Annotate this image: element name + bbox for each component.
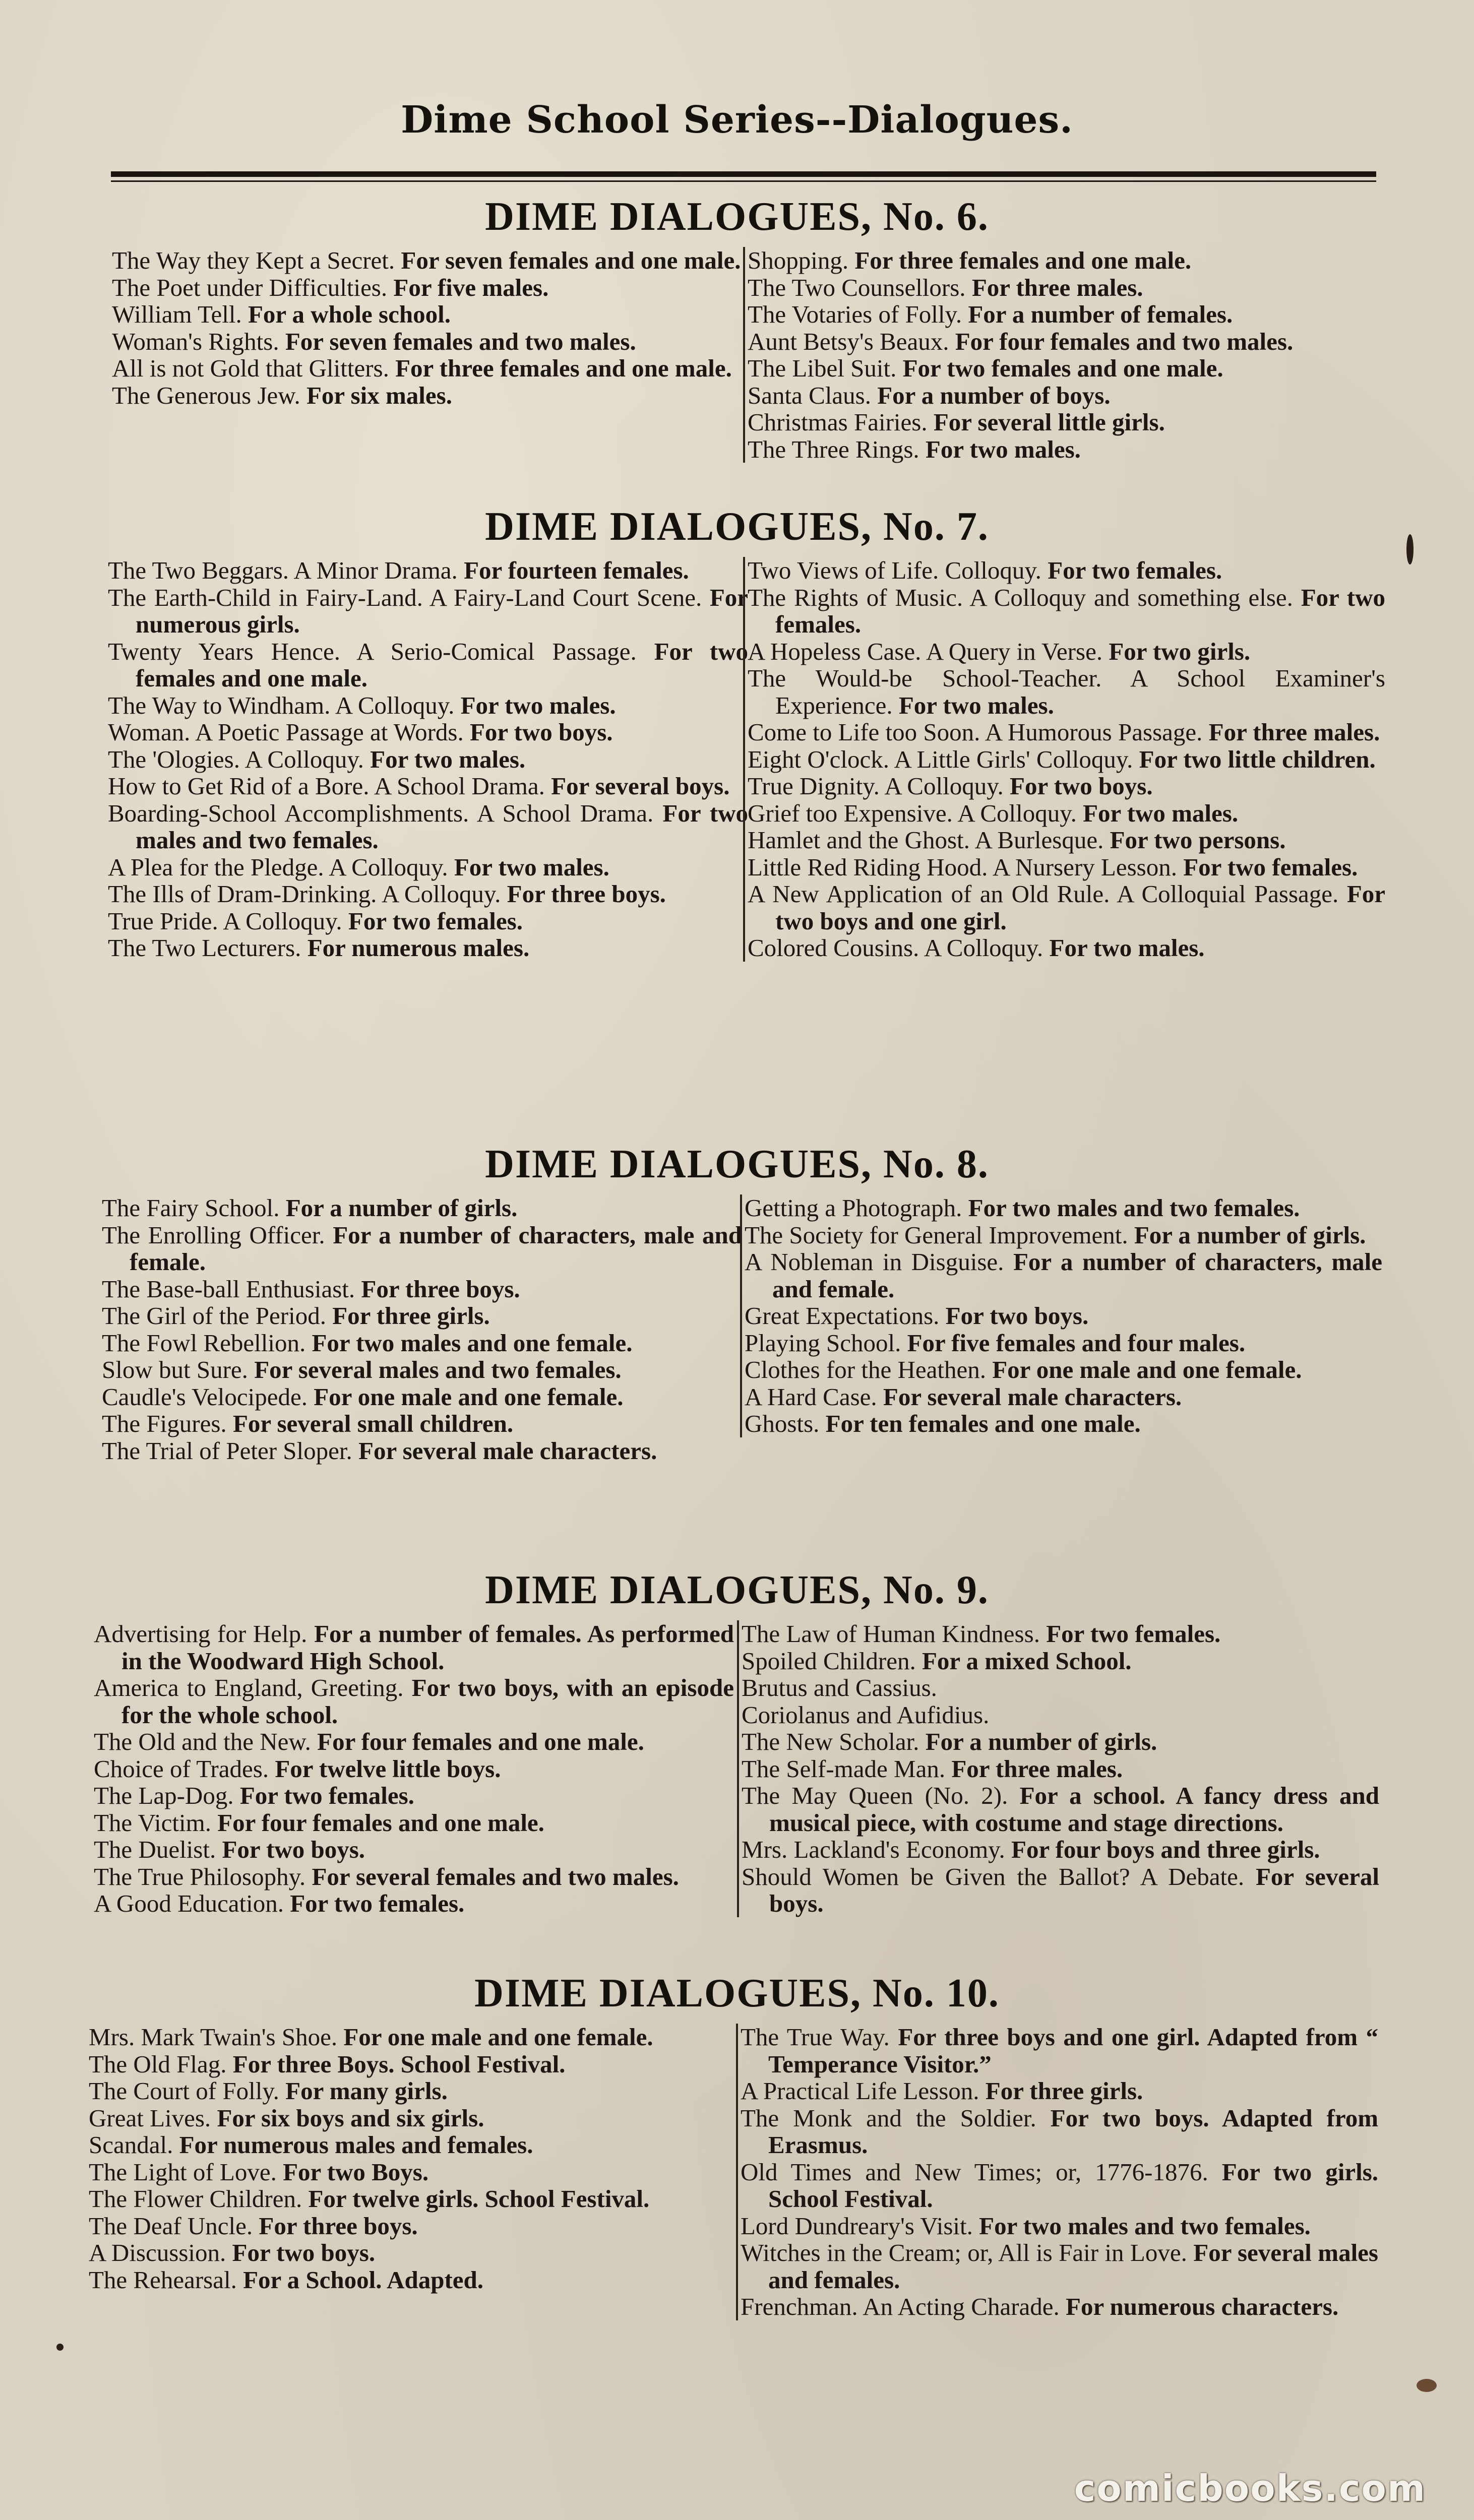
dialogue-cast: For six boys and six girls.: [217, 2104, 484, 2132]
dialogue-cast: For two males and two females.: [968, 1194, 1300, 1222]
dialogue-cast: For three boys.: [361, 1275, 520, 1303]
dialogue-cast: For four females and one male.: [317, 1728, 644, 1755]
dialogue-cast: For three girls.: [985, 2077, 1143, 2105]
dialogue-entry: [745, 409, 1385, 436]
dialogue-entry: [738, 2293, 1378, 2320]
ink-mark: [1406, 534, 1414, 564]
dialogue-title: The Law of Human Kindness.: [742, 1620, 1040, 1648]
dialogue-entry: [745, 934, 1385, 962]
dialogue-cast: For two females.: [239, 1782, 414, 1809]
dialogue-cast: For three boys.: [259, 2212, 418, 2240]
dialogue-entry: [108, 557, 748, 584]
dialogue-cast: For numerous males and females.: [179, 2131, 533, 2159]
dialogue-cast: For two males and two females.: [136, 799, 748, 854]
dialogue-entry: [739, 1702, 1379, 1729]
dialogue-cast: For two boys.: [1010, 772, 1153, 800]
dialogue-entry: [102, 1437, 742, 1465]
watermark: comicbooks.com: [1074, 2467, 1426, 2509]
dialogue-cast: For three boys.: [507, 880, 666, 908]
dialogue-title: Brutus and Cassius.: [742, 1674, 937, 1702]
dialogue-cast: For two boys. Adapted from Erasmus.: [768, 2104, 1379, 2159]
dialogue-cast: For five males.: [393, 273, 549, 301]
dialogue-cast: For two girls. School Festival.: [768, 2158, 1379, 2213]
dialogue-entry: [89, 2024, 729, 2051]
dialogue-entry: [112, 247, 752, 274]
dialogue-entry: [89, 2105, 729, 2132]
dialogue-title: Slow but Sure.: [102, 1356, 248, 1383]
dialogue-entry: [745, 301, 1385, 328]
dialogue-entry: [112, 301, 752, 328]
dialogue-title: Come to Life too Soon. A Humorous Passage.: [748, 718, 1203, 746]
dialogue-entry: [108, 854, 748, 881]
dialogue-entry: [94, 1728, 734, 1755]
dialogue-title: The Base-ball Enthusiast.: [102, 1275, 355, 1303]
dialogue-entry: [738, 2077, 1378, 2105]
dialogue-entry: [745, 719, 1385, 746]
dialogue-title: Eight O'clock. A Little Girls' Colloquy.: [748, 745, 1133, 773]
dialogue-entry: [108, 800, 748, 854]
dialogue-title: Choice of Trades.: [94, 1754, 269, 1783]
dialogue-title: The Self-made Man.: [742, 1754, 946, 1783]
dialogue-entry: [94, 1674, 734, 1728]
dialogue-cast: For two boys.: [469, 718, 613, 746]
dialogue-entry: [745, 355, 1385, 382]
dialogue-cast: For three males.: [951, 1754, 1123, 1783]
dialogue-title: Colored Cousins. A Colloquy.: [748, 934, 1043, 962]
dialogue-title: A Good Education.: [94, 1889, 284, 1917]
dialogue-entry: [108, 692, 748, 719]
section-right-column: [740, 1194, 1382, 1437]
dialogue-entry: [89, 2051, 729, 2078]
dialogue-cast: For one male and one female.: [343, 2023, 653, 2051]
dialogue-title: The Generous Jew.: [112, 381, 300, 409]
dialogue-entry: [738, 2159, 1378, 2213]
dialogue-entry: [742, 1330, 1382, 1357]
dialogue-title: Little Red Riding Hood. A Nursery Lesson.: [748, 853, 1177, 881]
dialogue-title: Spoiled Children.: [742, 1647, 916, 1675]
dialogue-cast: For three females and one male.: [395, 354, 732, 382]
section-left-column: [89, 2024, 729, 2293]
dialogue-entry: [102, 1330, 742, 1357]
dialogue-entry: [745, 638, 1385, 665]
dialogue-title: The Poet under Difficulties.: [112, 273, 388, 301]
dialogue-cast: For two males and one female.: [312, 1329, 633, 1357]
dialogue-cast: For two boys.: [222, 1836, 365, 1863]
dialogue-cast: For twelve girls. School Festival.: [308, 2185, 650, 2213]
dialogue-entry: [742, 1410, 1382, 1437]
dialogue-title: Frenchman. An Acting Charade.: [741, 2293, 1060, 2320]
dialogue-title: Mrs. Mark Twain's Shoe.: [89, 2023, 338, 2051]
dialogue-entry: [94, 1620, 734, 1674]
dialogue-entry: [94, 1863, 734, 1891]
dialogue-entry: [89, 2159, 729, 2186]
dialogue-entry: [739, 1620, 1379, 1648]
dialogue-title: Advertising for Help.: [94, 1620, 308, 1648]
dialogue-entry: [108, 746, 748, 773]
dialogue-cast: For four boys and three girls.: [1011, 1836, 1320, 1863]
dialogue-entry: [102, 1276, 742, 1303]
dialogue-entry: [745, 274, 1385, 301]
dialogue-title: Twenty Years Hence. A Serio-Comical Passage.: [108, 637, 637, 665]
dialogue-entry: [739, 1863, 1379, 1917]
dialogue-title: A Nobleman in Disguise.: [745, 1248, 1004, 1276]
dialogue-title: Christmas Fairies.: [748, 408, 928, 436]
dialogue-cast: For three Boys. School Festival.: [232, 2050, 566, 2078]
dialogue-cast: For four females and two males.: [955, 327, 1294, 355]
dialogue-entry: [739, 1674, 1379, 1702]
dialogue-cast: For two females.: [290, 1889, 465, 1917]
dialogue-entry: [745, 773, 1385, 800]
dialogue-entry: [102, 1356, 742, 1383]
section-left-column: [102, 1194, 742, 1464]
ink-mark: [1417, 2379, 1437, 2392]
dialogue-entry: [94, 1836, 734, 1863]
dialogue-cast: For a number of characters, male and female.: [130, 1221, 743, 1276]
dialogue-cast: For a number of girls.: [925, 1728, 1157, 1755]
dialogue-cast: For several male characters.: [883, 1382, 1182, 1411]
dialogue-title: The Two Lecturers.: [108, 934, 301, 962]
dialogue-cast: For a number of females. As performed in the Woodward High School.: [121, 1620, 734, 1675]
dialogue-cast: For several boys.: [551, 772, 730, 800]
dialogue-title: A Plea for the Pledge. A Colloquy.: [108, 853, 448, 881]
dialogue-title: Boarding-School Accomplishments. A School Drama.: [108, 799, 654, 827]
dialogue-title: The Way to Windham. A Colloquy.: [108, 691, 455, 719]
dialogue-cast: For several little girls.: [933, 408, 1165, 436]
dialogue-entry: [102, 1222, 742, 1276]
dialogue-cast: For two males.: [454, 853, 609, 881]
dialogue-cast: For six males.: [306, 381, 452, 409]
dialogue-cast: For three females and one male.: [854, 246, 1192, 274]
dialogue-title: Two Views of Life. Colloquy.: [748, 556, 1041, 584]
dialogue-title: Lord Dundreary's Visit.: [741, 2212, 973, 2240]
dialogue-title: The True Philosophy.: [94, 1862, 306, 1891]
dialogue-cast: For a number of characters, male and female.: [772, 1248, 1383, 1303]
dialogue-entry: [745, 436, 1385, 463]
section-left-column: [108, 557, 748, 962]
dialogue-title: The Trial of Peter Sloper.: [102, 1436, 352, 1465]
dialogue-title: The Way they Kept a Secret.: [112, 246, 395, 274]
dialogue-title: The Girl of the Period.: [102, 1302, 326, 1330]
dialogue-cast: For several females and two males.: [312, 1862, 679, 1891]
dialogue-title: The Votaries of Folly.: [748, 300, 962, 328]
dialogue-entry: [102, 1410, 742, 1437]
dialogue-entry: [738, 2239, 1378, 2293]
dialogue-entry: [742, 1248, 1382, 1302]
dialogue-entry: [742, 1222, 1382, 1249]
page-header: Dime School Series--Dialogues.: [401, 98, 1073, 142]
dialogue-entry: [739, 1836, 1379, 1863]
dialogue-entry: [89, 2239, 729, 2266]
dialogue-cast: For several males and two females.: [254, 1356, 622, 1383]
dialogue-title: Grief too Expensive. A Colloquy.: [748, 799, 1077, 827]
dialogue-cast: For a School. Adapted.: [243, 2265, 484, 2294]
dialogue-cast: For numerous males.: [307, 934, 530, 962]
dialogue-entry: [108, 773, 748, 800]
dialogue-entry: [112, 274, 752, 301]
dialogue-title: The Duelist.: [94, 1836, 216, 1863]
dialogue-title: The Three Rings.: [748, 435, 919, 463]
dialogue-entry: [89, 2266, 729, 2294]
dialogue-entry: [745, 665, 1385, 719]
dialogue-entry: [745, 880, 1385, 934]
dialogue-cast: For numerous characters.: [1066, 2293, 1339, 2320]
dialogue-title: Scandal.: [89, 2131, 173, 2159]
dialogue-title: The Court of Folly.: [89, 2077, 279, 2105]
dialogue-title: Santa Claus.: [748, 381, 871, 409]
dialogue-entry: [94, 1782, 734, 1809]
dialogue-entry: [102, 1194, 742, 1222]
dialogue-cast: For two males.: [370, 745, 526, 773]
dialogue-cast: For two males.: [460, 691, 616, 719]
dialogue-title: The Enrolling Officer.: [102, 1221, 325, 1249]
dialogue-cast: For two females.: [348, 907, 523, 935]
dialogue-title: The Libel Suit.: [748, 354, 897, 382]
dialogue-entry: [745, 584, 1385, 638]
dialogue-entry: [108, 719, 748, 746]
dialogue-entry: [89, 2131, 729, 2159]
dialogue-title: William Tell.: [112, 300, 242, 328]
dialogue-cast: For two females.: [1183, 853, 1358, 881]
dialogue-entry: [742, 1356, 1382, 1383]
dialogue-entry: [112, 382, 752, 409]
dialogue-title: Mrs. Lackland's Economy.: [742, 1836, 1005, 1863]
dialogue-cast: For two little children.: [1139, 745, 1376, 773]
dialogue-title: The Fowl Rebellion.: [102, 1329, 306, 1357]
dialogue-entry: [108, 934, 748, 962]
dialogue-entry: [89, 2077, 729, 2105]
section-left-column: [112, 247, 752, 409]
dialogue-entry: [745, 800, 1385, 827]
dialogue-title: Woman's Rights.: [112, 327, 279, 355]
dialogue-cast: For two females and one male.: [136, 637, 749, 692]
dialogue-cast: For two females.: [1048, 556, 1222, 584]
header-rule: [111, 171, 1376, 177]
dialogue-entry: [745, 328, 1385, 355]
dialogue-entry: [738, 2105, 1378, 2159]
dialogue-title: The Society for General Improvement.: [745, 1221, 1128, 1249]
dialogue-entry: [94, 1890, 734, 1917]
dialogue-cast: For several male characters.: [358, 1436, 657, 1465]
dialogue-title: The Fairy School.: [102, 1194, 280, 1222]
dialogue-title: The New Scholar.: [742, 1728, 919, 1755]
dialogue-entry: [108, 908, 748, 935]
dialogue-cast: For seven females and two males.: [285, 327, 636, 355]
dialogue-title: The May Queen (No. 2).: [742, 1782, 1008, 1809]
dialogue-title: Playing School.: [745, 1329, 901, 1357]
dialogue-cast: For numerous girls.: [136, 583, 749, 638]
section-right-column: [743, 247, 1385, 463]
dialogue-title: A New Application of an Old Rule. A Colloquial Passage.: [748, 880, 1339, 908]
dialogue-cast: For a number of girls.: [285, 1194, 518, 1222]
dialogue-title: Aunt Betsy's Beaux.: [748, 327, 949, 355]
dialogue-title: The Lap-Dog.: [94, 1782, 234, 1809]
dialogue-cast: For two persons.: [1110, 826, 1286, 854]
section-title: DIME DIALOGUES, No. 9.: [485, 1568, 989, 1612]
ink-mark: [56, 2344, 64, 2351]
section-left-column: [94, 1620, 734, 1917]
dialogue-title: Great Lives.: [89, 2104, 211, 2132]
dialogue-title: The Monk and the Soldier.: [741, 2104, 1036, 2132]
dialogue-title: The Flower Children.: [89, 2185, 302, 2213]
dialogue-cast: For several boys.: [769, 1862, 1379, 1917]
dialogue-cast: For three males.: [971, 273, 1143, 301]
dialogue-entry: [739, 1755, 1379, 1783]
dialogue-cast: For seven females and one male.: [401, 246, 741, 274]
dialogue-title: A Hopeless Case. A Query in Verse.: [748, 637, 1103, 665]
dialogue-cast: For two boys and one girl.: [775, 880, 1386, 935]
dialogue-cast: For one male and one female.: [314, 1382, 624, 1411]
dialogue-entry: [738, 2024, 1378, 2077]
dialogue-title: The Figures.: [102, 1410, 227, 1437]
dialogue-title: A Hard Case.: [745, 1382, 877, 1411]
dialogue-entry: [102, 1383, 742, 1411]
dialogue-title: The True Way.: [741, 2023, 890, 2051]
dialogue-entry: [739, 1648, 1379, 1675]
dialogue-title: The Victim.: [94, 1808, 211, 1837]
dialogue-title: Great Expectations.: [745, 1302, 940, 1330]
dialogue-title: True Dignity. A Colloquy.: [748, 772, 1004, 800]
section-title: DIME DIALOGUES, No. 10.: [474, 1971, 1000, 2015]
dialogue-title: Clothes for the Heathen.: [745, 1356, 986, 1383]
dialogue-title: The Earth-Child in Fairy-Land. A Fairy-Land Court Scene.: [108, 583, 702, 611]
dialogue-entry: [89, 2185, 729, 2213]
dialogue-title: A Practical Life Lesson.: [741, 2077, 979, 2105]
dialogue-cast: For three girls.: [332, 1302, 490, 1330]
dialogue-entry: [745, 557, 1385, 584]
dialogue-entry: [108, 638, 748, 692]
dialogue-title: True Pride. A Colloquy.: [108, 907, 342, 935]
dialogue-entry: [745, 247, 1385, 274]
dialogue-cast: For two girls.: [1109, 637, 1251, 665]
dialogue-entry: [112, 355, 752, 382]
dialogue-title: All is not Gold that Glitters.: [112, 354, 389, 382]
dialogue-entry: [739, 1782, 1379, 1836]
dialogue-entry: [745, 854, 1385, 881]
dialogue-title: The Two Counsellors.: [748, 273, 966, 301]
dialogue-entry: [742, 1383, 1382, 1411]
dialogue-entry: [94, 1755, 734, 1783]
dialogue-title: Getting a Photograph.: [745, 1194, 962, 1222]
dialogue-entry: [112, 328, 752, 355]
dialogue-cast: For a number of girls.: [1134, 1221, 1366, 1249]
dialogue-cast: For many girls.: [285, 2077, 448, 2105]
dialogue-title: The Would-be School-Teacher. A School Examiner's Experience.: [748, 664, 1385, 719]
dialogue-cast: For four females and one male.: [217, 1808, 544, 1837]
dialogue-title: America to England, Greeting.: [94, 1674, 404, 1702]
dialogue-cast: For two females.: [775, 583, 1386, 638]
dialogue-cast: For a number of females.: [968, 300, 1233, 328]
dialogue-cast: For two boys.: [232, 2239, 376, 2266]
dialogue-entry: [739, 1728, 1379, 1755]
dialogue-title: The Old Flag.: [89, 2050, 227, 2078]
dialogue-entry: [94, 1809, 734, 1837]
dialogue-title: The Light of Love.: [89, 2158, 277, 2186]
dialogue-cast: For several males and females.: [768, 2239, 1378, 2294]
section-right-column: [743, 557, 1385, 962]
dialogue-title: The Old and the New.: [94, 1728, 311, 1755]
dialogue-entry: [108, 584, 748, 638]
dialogue-title: Ghosts.: [745, 1410, 820, 1437]
dialogue-cast: For a whole school.: [248, 300, 451, 328]
dialogue-cast: For three males.: [1208, 718, 1380, 746]
dialogue-title: The Rights of Music. A Colloquy and something else.: [748, 583, 1293, 611]
dialogue-title: The Ills of Dram-Drinking. A Colloquy.: [108, 880, 501, 908]
dialogue-cast: For several small children.: [232, 1410, 514, 1437]
dialogue-cast: For twelve little boys.: [275, 1754, 501, 1783]
dialogue-cast: For two Boys.: [283, 2158, 429, 2186]
dialogue-entry: [89, 2213, 729, 2240]
dialogue-entry: [742, 1302, 1382, 1330]
dialogue-title: Witches in the Cream; or, All is Fair in Love.: [741, 2239, 1187, 2266]
section-right-column: [736, 2024, 1378, 2320]
dialogue-title: Old Times and New Times; or, 1776-1876.: [741, 2158, 1208, 2186]
dialogue-title: Woman. A Poetic Passage at Words.: [108, 718, 464, 746]
dialogue-title: Caudle's Velocipede.: [102, 1382, 308, 1411]
dialogue-entry: [108, 880, 748, 908]
dialogue-title: Hamlet and the Ghost. A Burlesque.: [748, 826, 1104, 854]
dialogue-cast: For two males.: [1049, 934, 1205, 962]
dialogue-title: Coriolanus and Aufidius.: [742, 1700, 990, 1729]
section-title: DIME DIALOGUES, No. 6.: [485, 195, 989, 239]
dialogue-cast: For two females.: [1046, 1620, 1221, 1648]
dialogue-cast: For ten females and one male.: [825, 1410, 1141, 1437]
section-title: DIME DIALOGUES, No. 8.: [485, 1142, 989, 1186]
dialogue-cast: For two males.: [1083, 799, 1239, 827]
dialogue-title: How to Get Rid of a Bore. A School Drama.: [108, 772, 545, 800]
dialogue-cast: For two males and two females.: [979, 2212, 1311, 2240]
section-right-column: [737, 1620, 1379, 1917]
dialogue-cast: For two males.: [925, 435, 1081, 463]
dialogue-cast: For two boys, with an episode for the whole school.: [121, 1674, 734, 1729]
dialogue-title: Should Women be Given the Ballot? A Debate.: [742, 1862, 1245, 1891]
dialogue-cast: For two females and one male.: [902, 354, 1223, 382]
dialogue-entry: [745, 382, 1385, 409]
dialogue-title: The Deaf Uncle.: [89, 2212, 253, 2240]
dialogue-entry: [745, 746, 1385, 773]
dialogue-entry: [745, 827, 1385, 854]
dialogue-entry: [738, 2213, 1378, 2240]
section-title: DIME DIALOGUES, No. 7.: [485, 505, 989, 549]
dialogue-title: Shopping.: [748, 246, 849, 274]
dialogue-cast: For one male and one female.: [992, 1356, 1302, 1383]
dialogue-title: The Two Beggars. A Minor Drama.: [108, 556, 458, 584]
dialogue-title: A Discussion.: [89, 2239, 226, 2266]
dialogue-entry: [742, 1194, 1382, 1222]
dialogue-cast: For five females and four males.: [907, 1329, 1246, 1357]
dialogue-cast: For a school. A fancy dress and musical piece, with costume and stage directions.: [769, 1782, 1380, 1837]
header-rule-thin: [111, 180, 1376, 182]
dialogue-cast: For two males.: [898, 691, 1054, 719]
dialogue-cast: For two boys.: [945, 1302, 1089, 1330]
dialogue-cast: For three boys and one girl. Adapted from “ Temperance Visitor.”: [768, 2023, 1379, 2078]
dialogue-entry: [102, 1302, 742, 1330]
dialogue-cast: For a mixed School.: [922, 1647, 1132, 1675]
dialogue-title: The 'Ologies. A Colloquy.: [108, 745, 364, 773]
dialogue-cast: For fourteen females.: [464, 556, 689, 584]
dialogue-cast: For a number of boys.: [877, 381, 1111, 409]
dialogue-title: The Rehearsal.: [89, 2265, 237, 2294]
